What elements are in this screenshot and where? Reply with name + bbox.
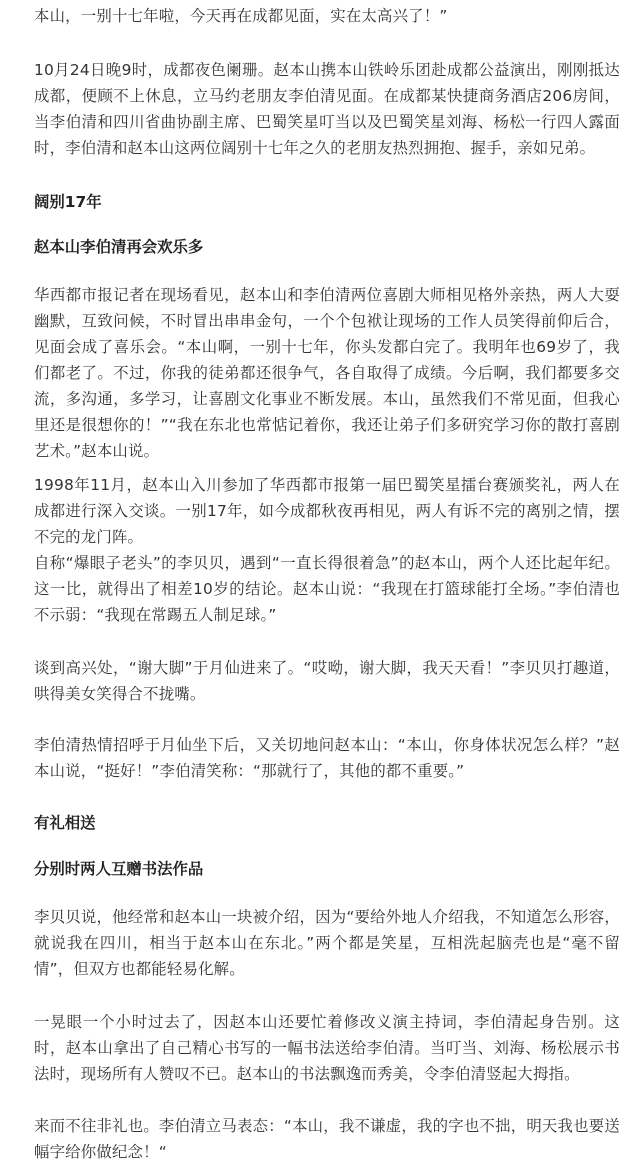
paragraph-1998-history: 1998年11月，赵本山入川参加了华西都市报第一届巴蜀笑星擂台赛颁奖礼，两人在成都进行深入交谈。一别17年，如今成都秋夜再相见，两人有诉不完的离别之情，摆不完的龙门阵。 <box>34 476 620 546</box>
paragraph-xie-dajiao: 谈到高兴处，“谢大脚”于月仙进来了。“哎呦，谢大脚，我天天看！”李贝贝打趣道，哄得美女笑得合不拢嘴。 <box>34 659 620 703</box>
paragraph-opening-quote: 本山，一别十七年啦，今天再在成都见面，实在太高兴了！” <box>34 7 448 25</box>
section-heading-separation: 阔别17年 <box>34 193 102 211</box>
paragraph-return-gift: 来而不往非礼也。李伯清立马表态：“本山，我不谦虚，我的字也不拙，明天我也要送幅字给你做纪念！“ <box>34 1117 620 1161</box>
paragraph-meeting-intro: 10月24日晚9时，成都夜色阑珊。赵本山携本山铁岭乐团赴成都公益演出，刚刚抵达成都，便顾不上休息，立马约老朋友李伯清见面。在成都某快捷商务酒店206房间，当李伯清和四川省曲协副主席、巴蜀笑星叮当以及巴蜀笑星刘海、杨松一行四人露面时，李伯清和赵本山这两位阔别十七年之久的老朋友热烈拥抱、握手，亲如兄弟。 <box>34 61 620 157</box>
paragraph-introduction-joke: 李贝贝说，他经常和赵本山一块被介绍，因为“要给外地人介绍我，不知道怎么形容，就说我在四川，相当于赵本山在东北。”两个都是笑星，互相洗起脑壳也是“毫不留情”，但双方也都能轻易化解。 <box>34 908 620 978</box>
section-heading-gifts: 有礼相送 <box>34 814 96 832</box>
paragraph-calligraphy-gift: 一晃眼一个小时过去了，因赵本山还要忙着修改义演主持词，李伯清起身告别。这时，赵本山拿出了自己精心书写的一幅书法送给李伯清。当叮当、刘海、杨松展示书法时，现场所有人赞叹不已。赵本山的书法飘逸而秀美，令李伯清竖起大拇指。 <box>34 1013 620 1083</box>
paragraph-health-question: 李伯清热情招呼于月仙坐下后，又关切地问赵本山：“本山，你身体状况怎么样？”赵本山说，“挺好！”李伯清笑称：“那就行了，其他的都不重要。” <box>34 736 620 780</box>
paragraph-age-comparison: 自称“爆眼子老头”的李贝贝，遇到“一直长得很着急”的赵本山，两个人还比起年纪。这一比，就得出了相差10岁的结论。赵本山说：“我现在打篮球能打全场。”李伯清也不示弱：“我现在常踢五人制足球。” <box>34 554 620 624</box>
paragraph-reporter-scene: 华西都市报记者在现场看见，赵本山和李伯清两位喜剧大师相见格外亲热，两人大耍幽默，互致问候，不时冒出串串金句，一个个包袱让现场的工作人员笑得前仰后合，见面会成了喜乐会。“本山啊，一别十七年，你头发都白完了。我明年也69岁了，我们都老了。不过，你我的徒弟都还很争气，各自取得了成绩。今后啊，我们都要多交流，多沟通，多学习，让喜剧文化事业不断发展。本山，虽然我们不常见面，但我心里还是很想你的！”“我在东北也常惦记着你，我还让弟子们多研究学习你的散打喜剧艺术。”赵本山说。 <box>34 286 620 460</box>
section-subheading-calligraphy: 分别时两人互赠书法作品 <box>34 860 204 878</box>
section-subheading-reunion: 赵本山李伯清再会欢乐多 <box>34 238 204 256</box>
